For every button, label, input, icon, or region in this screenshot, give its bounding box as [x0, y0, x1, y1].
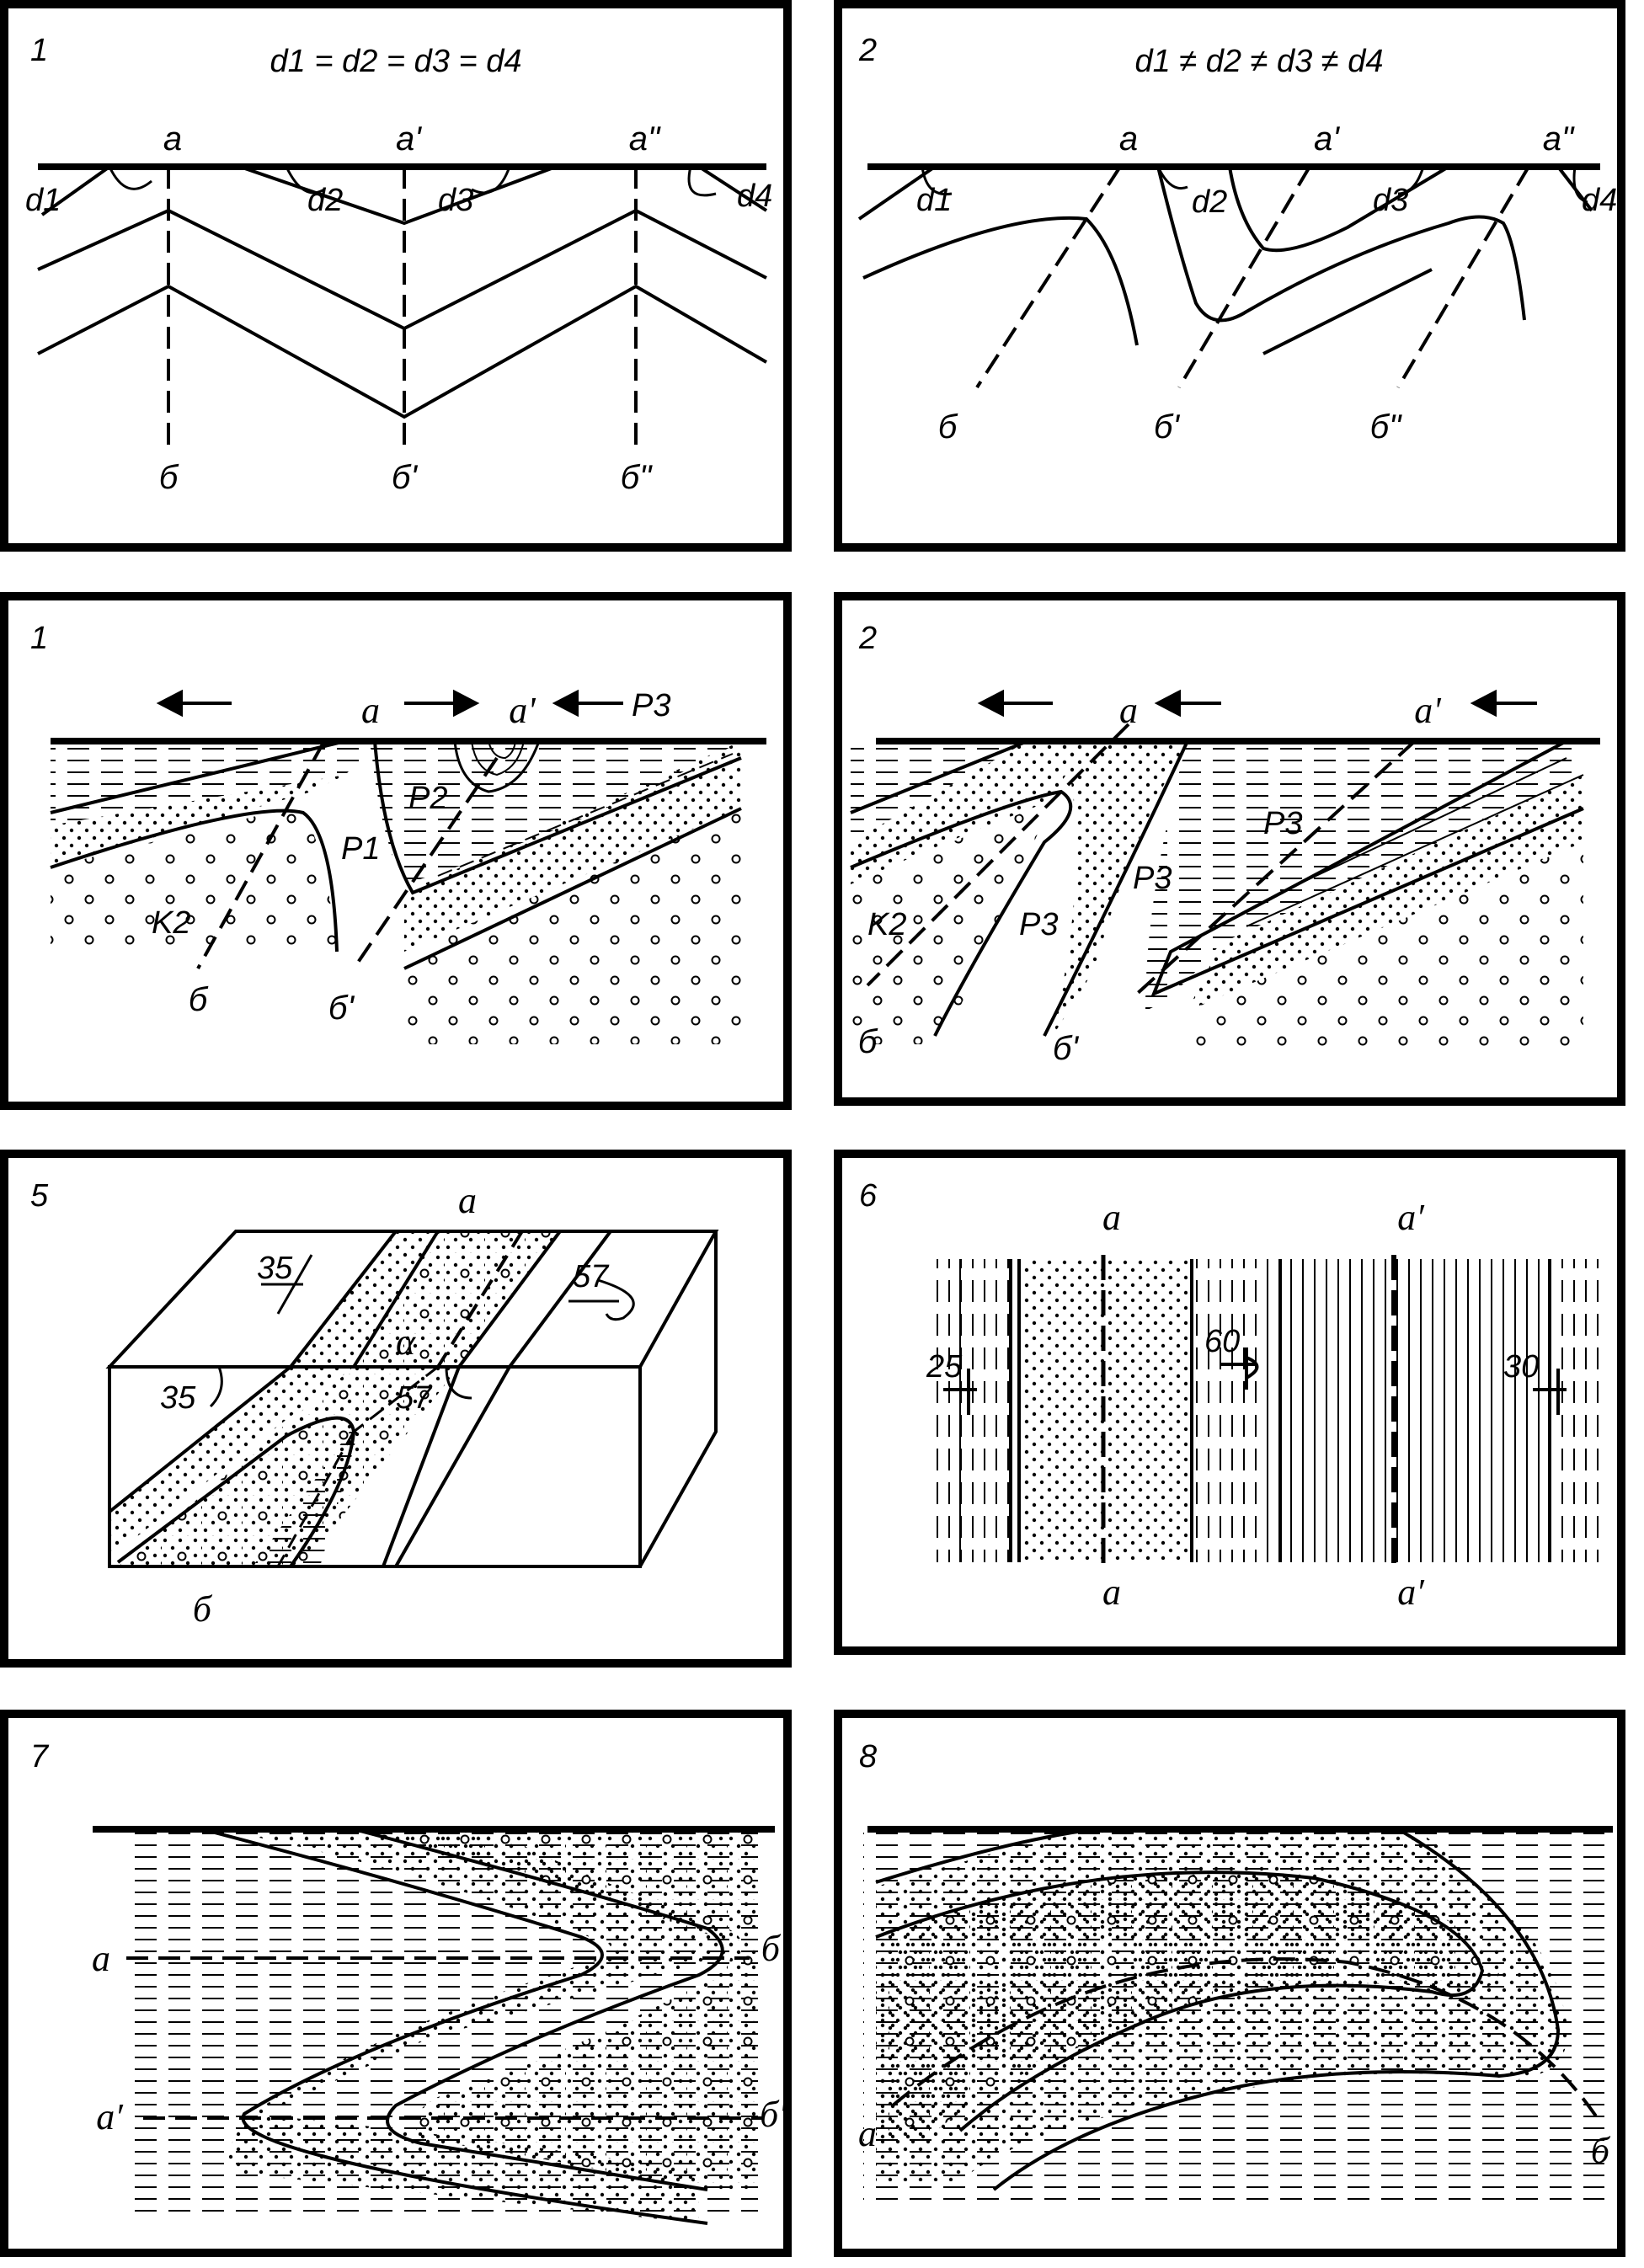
angle-label: d4 — [1582, 183, 1618, 218]
axis-bottom-label: б' — [1153, 408, 1180, 446]
axis-bottom-label: б' — [1052, 1030, 1079, 1067]
dip-label: 57 — [573, 1259, 609, 1294]
axis-bottom-label: б — [857, 1023, 878, 1060]
axis-bottom-label: б" — [620, 459, 652, 496]
panel-number: 7 — [30, 1739, 49, 1774]
axis-top-label: a' — [396, 120, 421, 157]
panel-number: 2 — [859, 33, 878, 68]
panel-6 — [838, 1154, 1621, 1651]
dip-label: 30 — [1503, 1349, 1540, 1385]
axis-right-label: б — [761, 1928, 781, 1969]
angle-label: d3 — [438, 183, 474, 218]
panel-5 — [4, 1154, 787, 1663]
panel-number: 5 — [30, 1178, 49, 1214]
axis-bottom-label: б' — [391, 459, 418, 496]
panel-4 — [838, 596, 1621, 1102]
panel-number: 8 — [859, 1739, 878, 1774]
formula: d1 ≠ d2 ≠ d3 ≠ d4 — [1134, 44, 1384, 79]
axis-bottom-label: б" — [1369, 408, 1401, 446]
dip-label: 25 — [926, 1349, 963, 1385]
axis-left-label: a — [858, 2113, 877, 2154]
panel-number: 6 — [859, 1178, 878, 1214]
unit-label: P3 — [1133, 861, 1172, 896]
angle-label: d1 — [25, 183, 61, 218]
axis-right-label: б — [1590, 2130, 1610, 2171]
unit-label: K2 — [152, 905, 191, 941]
dip-label: 57 — [396, 1380, 432, 1416]
unit-label: P1 — [341, 831, 381, 867]
axis-top-label: a — [1119, 690, 1138, 731]
axis-left-label: a — [92, 1938, 110, 1979]
axis-top-label: a — [361, 690, 380, 731]
axis-left-label: a′ — [96, 2096, 123, 2137]
angle-label: d2 — [1192, 184, 1228, 220]
axis-top-label: a' — [509, 690, 536, 731]
panel-8 — [838, 1714, 1621, 2253]
angle-label: d1 — [916, 183, 953, 218]
axis-top-label: a' — [1314, 120, 1339, 157]
axis-top-label: a" — [628, 120, 660, 157]
panel-2 — [838, 4, 1621, 547]
dip-label: 60 — [1204, 1324, 1241, 1359]
axis-top-label: a — [163, 120, 183, 157]
unit-label: P3 — [1019, 907, 1059, 942]
dip-label: 35 — [257, 1251, 293, 1286]
axis-top-label: a — [458, 1180, 477, 1221]
axis-top-label: a — [1102, 1197, 1121, 1238]
axis-top-label: a′ — [1397, 1197, 1424, 1238]
formula: d1 = d2 = d3 = d4 — [270, 44, 522, 79]
axis-bottom-label: a′ — [1397, 1572, 1424, 1613]
panel-number: 1 — [30, 33, 49, 68]
dip-label: 35 — [160, 1380, 196, 1416]
axis-bottom-label: б — [188, 981, 208, 1018]
unit-label: P2 — [408, 781, 448, 816]
axis-right-label: б′ — [760, 2094, 787, 2135]
unit-label: K2 — [867, 907, 907, 942]
axis-top-label: a' — [1414, 690, 1441, 731]
panel-number: 1 — [30, 621, 49, 656]
unit-label: P3 — [1263, 806, 1303, 841]
angle-label: d4 — [737, 179, 773, 214]
angle-label: d2 — [307, 183, 344, 218]
panel-3 — [4, 596, 787, 1106]
panel-7 — [4, 1714, 787, 2253]
axis-bottom-label: б' — [328, 990, 355, 1027]
axis-bottom-label: б — [937, 408, 958, 446]
panel-1 — [4, 4, 787, 547]
angle-label: α — [396, 1321, 416, 1363]
axis-top-label: a — [1118, 120, 1139, 157]
axis-bottom-label: б — [192, 1588, 212, 1630]
axis-bottom-label: б — [158, 459, 179, 496]
unit-label: P3 — [632, 688, 671, 723]
panel-number: 2 — [859, 621, 878, 656]
angle-label: d3 — [1373, 183, 1409, 218]
axis-bottom-label: a — [1102, 1572, 1121, 1613]
axis-top-label: a" — [1542, 120, 1574, 157]
